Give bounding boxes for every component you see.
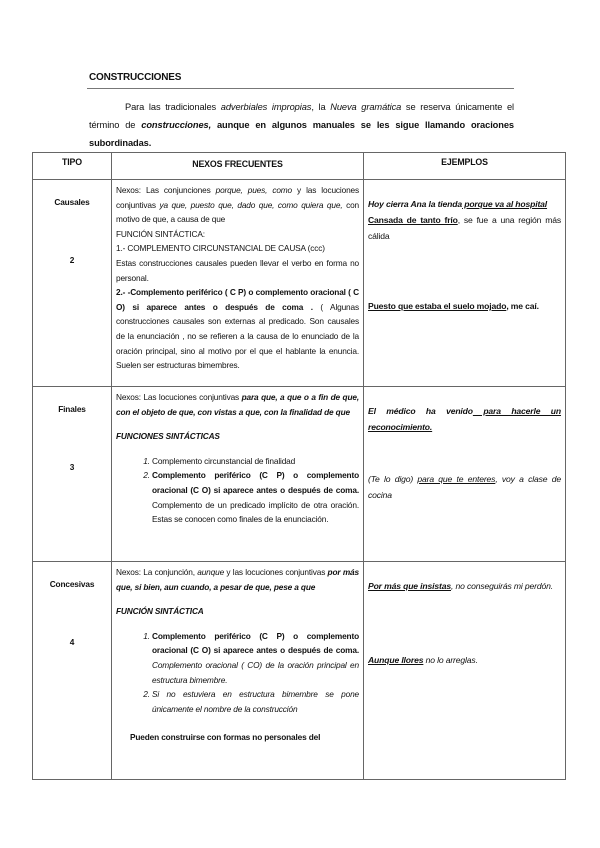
- table-row-concesivas: [33, 562, 566, 780]
- table-row-finales: [33, 387, 566, 562]
- table-row-causales: [33, 180, 566, 387]
- header-ejemplos: EJEMPLOS: [364, 153, 566, 180]
- ejemplos-cell: El médico ha venido para hacerle un reconocimiento. (Te lo digo) para que te enteres, voy a clase de cocina: [364, 387, 566, 562]
- table-header-row: [33, 153, 566, 180]
- tipo-cell: Concesivas 4: [33, 562, 112, 780]
- nexos-cell: Nexos: Las conjunciones porque, pues, como y las locuciones conjuntivas ya que, puesto que, dado que, como quiera que, con motivo de que, a causa de que FUNCIÓN SINTÁCTICA: 1.- COMPLEMENTO CIRCUNSTANCIAL DE CAUSA (ccc) Estas construcciones causales pueden llevar el verbo en forma no personal. 2.- -Complemento periférico ( C P) o complemento oracional ( C O) si aparece antes o después de coma . ( Algunas construcciones causales son externas al predicado. Son causales de la enunciación , no se refieren a la causa de lo enunciado de la oración principal, sino al motivo por el que el hablante la enuncia. Suelen ser estructuras bimembres.: [112, 180, 364, 387]
- header-nexos: NEXOS FRECUENTES: [112, 153, 364, 180]
- nexos-cell: Nexos: La conjunción, aunque y las locuciones conjuntivas por más que, si bien, aun cuando, a pesar de que, pese a que FUNCIÓN SINTÁCTICA 1. Complemento periférico (C P) o complemento oracional (C O) si aparece antes o después de coma. Complemento oracional ( CO) de la oración principal en estructura bimembre. 2. Si no estuviera en estructura bimembre se pone únicamente el nombre de la construcción Pueden construirse con formas no personales del: [112, 562, 364, 780]
- tipo-cell: Causales 2: [33, 180, 112, 387]
- tipo-cell: Finales 3: [33, 387, 112, 562]
- header-tipo: TIPO: [33, 153, 112, 180]
- nexos-cell: Nexos: Las locuciones conjuntivas para que, a que o a fin de que, con el objeto de que, con vistas a que, con la finalidad de que FUNCIONES SINTÁCTICAS 1. Complemento circunstancial de finalidad 2. Complemento periférico (C P) o complemento oracional (C O) si aparece antes o después de coma. Complemento de un predicado implícito de otra oración. Estas se conocen como finales de la enunciación.: [112, 387, 364, 562]
- title-divider: [87, 88, 514, 89]
- ejemplos-cell: Por más que insistas, no conseguirás mi perdón. Aunque llores no lo arreglas.: [364, 562, 566, 780]
- ejemplos-cell: Hoy cierra Ana la tienda porque va al hospital Cansada de tanto frío, se fue a una región más cálida Puesto que estaba el suelo mojado, me caí.: [364, 180, 566, 387]
- section-title: CONSTRUCCIONES: [89, 72, 182, 83]
- constructions-table: [32, 152, 566, 780]
- intro-paragraph: Para las tradicionales adverbiales impropias, la Nueva gramática se reserva únicamente el término de construcciones, aunque en algunos manuales se les sigue llamando oraciones subordinadas.: [89, 102, 514, 148]
